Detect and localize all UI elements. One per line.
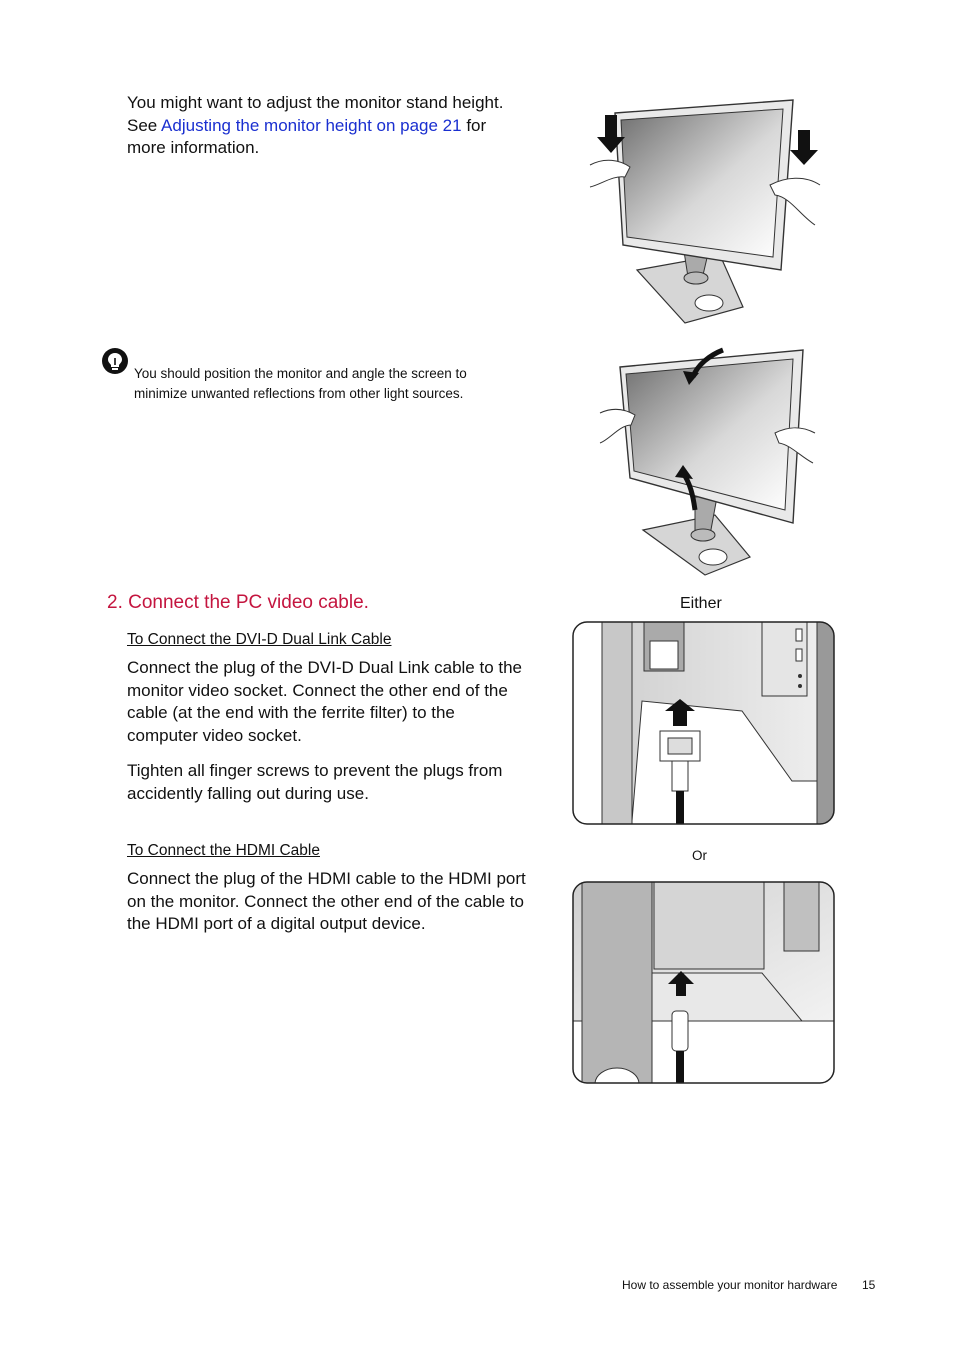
tip-text: You should position the monitor and angle the screen to minimize unwanted reflections from other light sources. bbox=[134, 366, 467, 401]
intro-paragraph bbox=[127, 92, 537, 160]
tip-icon bbox=[101, 347, 129, 375]
intro-line-1: You might want to adjust the monitor stand height. bbox=[127, 93, 504, 112]
intro-see: See bbox=[127, 115, 162, 135]
or-label: Or bbox=[692, 848, 707, 863]
dvi-paragraph-1: Connect the plug of the DVI-D Dual Link cable to the monitor video socket. Connect the other end of the cable (at the end with the ferrite filter) to the computer video socket. bbox=[127, 658, 523, 745]
page-number: 15 bbox=[862, 1278, 876, 1292]
footer-title: How to assemble your monitor hardware bbox=[622, 1278, 838, 1292]
intro-line-3: more information. bbox=[127, 138, 260, 157]
height-adjust-link[interactable]: Adjusting the monitor height on page 21 bbox=[161, 115, 462, 135]
monitor-tilt-illustration bbox=[595, 345, 820, 580]
section-heading: 2. Connect the PC video cable. bbox=[107, 592, 369, 613]
hdmi-connection-figure bbox=[572, 881, 835, 1084]
hdmi-paragraph: Connect the plug of the HDMI cable to the HDMI port on the monitor. Connect the other end of the cable to the HDMI port of a digital output device. bbox=[127, 869, 526, 933]
intro-after-link: for bbox=[461, 115, 487, 135]
dvi-subheading: To Connect the DVI-D Dual Link Cable bbox=[127, 631, 392, 648]
dvi-paragraph-2: Tighten all finger screws to prevent the plugs from accidently falling out during use. bbox=[127, 761, 503, 803]
hdmi-subheading: To Connect the HDMI Cable bbox=[127, 842, 320, 859]
either-label: Either bbox=[680, 595, 722, 612]
intro-line-2 bbox=[127, 115, 537, 138]
dvi-connection-figure bbox=[572, 621, 835, 825]
monitor-height-illustration bbox=[585, 95, 825, 327]
